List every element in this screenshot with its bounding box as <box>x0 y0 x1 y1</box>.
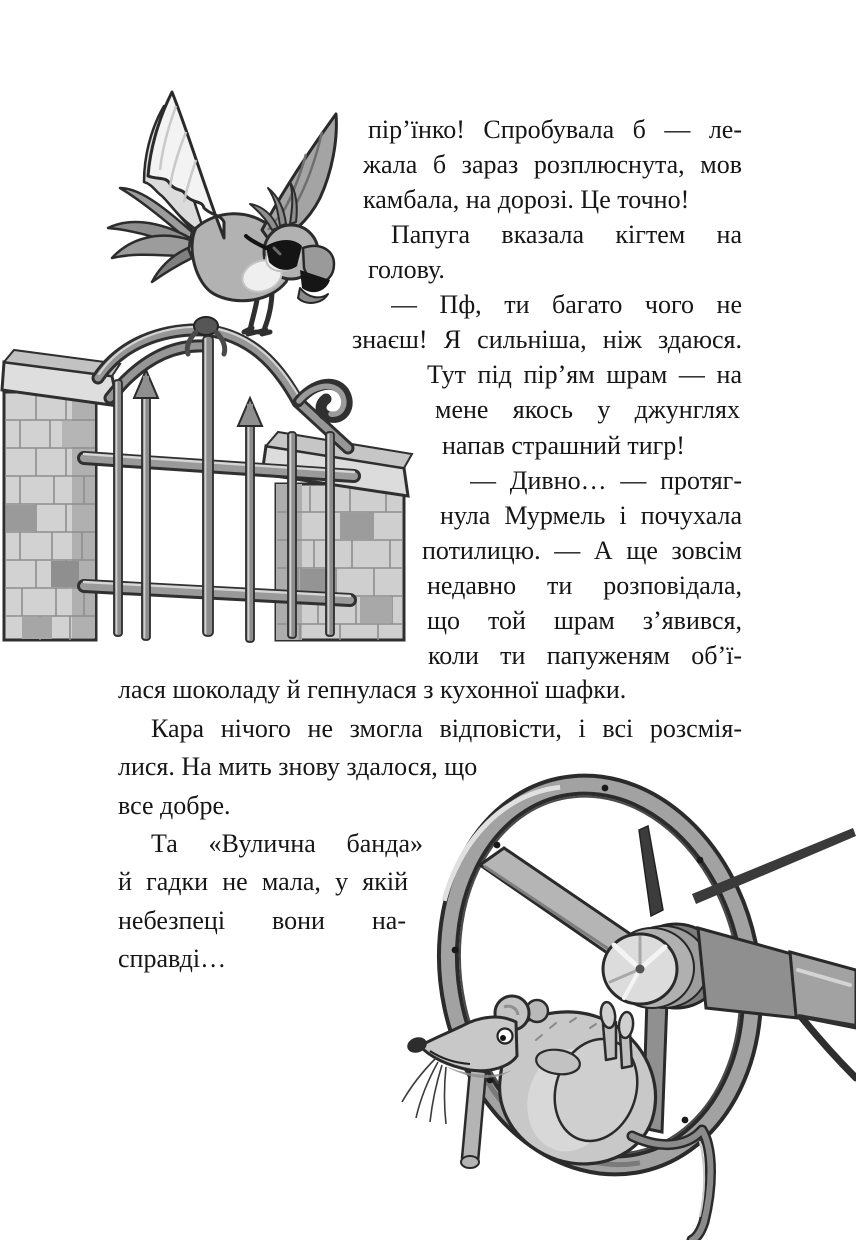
text-line: знаєш! Я сильніша, ніж здаюся. <box>352 325 742 354</box>
text-line: що той шрам з’явився, <box>427 606 742 635</box>
gate-illustration <box>2 317 412 642</box>
text-line: нула Мурмель і почухала <box>440 501 742 530</box>
text-line: недавно ти розповідала, <box>427 571 742 600</box>
text-line: мене якось у джунглях <box>435 395 740 424</box>
text-line: коли ти папуженям об’ї- <box>428 641 742 670</box>
mouse-dangling-paw <box>461 1070 486 1168</box>
parrot-gate-illustration <box>0 80 420 700</box>
mouse-steering-wheel-illustration <box>400 770 856 1240</box>
steering-column <box>698 928 856 1078</box>
text-line: лася шоколаду й гепнулася з кухонної шафки. <box>118 675 627 704</box>
text-line: Папуга вказала кігтем на <box>391 220 742 249</box>
parrot-beak <box>298 246 334 303</box>
text-line: — Дивно… — протяг- <box>470 466 742 495</box>
text-line: напав страшний тигр! <box>442 431 685 460</box>
gate-top-scrolls <box>98 317 348 448</box>
text-line: голову. <box>368 255 445 284</box>
gate-left-pillar <box>2 350 120 640</box>
mouse-tail <box>632 1130 711 1240</box>
text-line: Кара нічого не змогла відповісти, і всі розсмія- <box>151 714 742 743</box>
text-line: небезпеці вони на- <box>118 906 406 935</box>
text-line: все добре. <box>118 791 231 820</box>
text-line: жала б зараз розплюснута, мов <box>363 150 742 179</box>
text-line: Та «Вулична банда» <box>151 829 423 858</box>
text-line: — Пф, ти багато чого не <box>391 290 742 319</box>
gate-right-pillar <box>262 432 412 640</box>
mouse-whiskers <box>402 1058 446 1124</box>
text-line: справді… <box>118 944 227 973</box>
text-line: камбала, на дорозі. Це точно! <box>363 185 690 214</box>
parrot-illustration <box>108 92 336 334</box>
text-line: потилицю. — А ще зовсім <box>422 536 742 565</box>
text-line: й гадки не мала, у якій <box>118 867 408 896</box>
text-line: Тут під пір’ям шрам — на <box>427 360 742 389</box>
wheel-lever <box>639 826 663 916</box>
text-line: лися. На мить знову здалося, що <box>118 752 478 781</box>
text-line: пір’їнко! Спробувала б — ле- <box>368 115 742 144</box>
